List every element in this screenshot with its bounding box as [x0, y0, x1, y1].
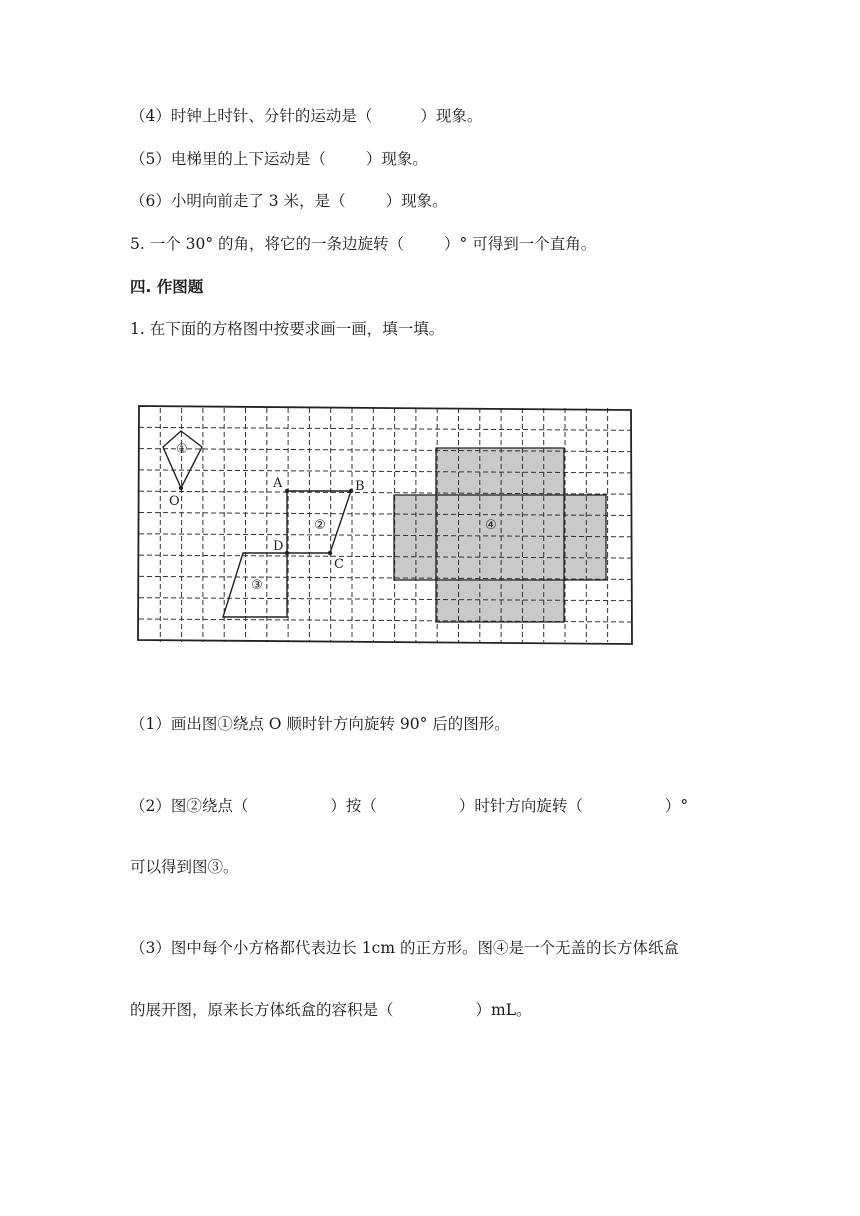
- point-o-dot: [179, 486, 183, 490]
- question-5-text: （5）电梯里的上下运动是（: [130, 150, 326, 168]
- task-1-text: 1. 在下面的方格图中按要求画一画，填一填。: [130, 320, 445, 338]
- point-c-dot: [328, 551, 332, 555]
- question-5-suffix: ）现象。: [365, 150, 428, 168]
- sub-question-2-text: ）按（: [330, 797, 377, 815]
- sub-question-2-text: ）°: [664, 797, 689, 815]
- sub-question-3-line1: （3）图中每个小方格都代表边长 1cm 的正方形。图④是一个无盖的长方体纸盒: [130, 939, 679, 957]
- item-5-suffix: ）° 可得到一个直角。: [444, 235, 597, 253]
- point-b-dot: [349, 489, 353, 493]
- sub-question-3-text: 的展开图，原来长方体纸盒的容积是（: [130, 1001, 394, 1019]
- sub-question-3-line2: [130, 999, 532, 1021]
- sub-question-2-line2: 可以得到图③。: [130, 858, 239, 876]
- item-5-text: 5. 一个 30° 的角，将它的一条边旋转（: [130, 235, 405, 253]
- sub-question-1: （1）画出图①绕点 O 顺时针方向旋转 90° 后的图形。: [130, 715, 510, 733]
- question-4: [130, 105, 482, 127]
- grid-figure: [130, 398, 635, 650]
- point-c-label: C: [334, 557, 344, 572]
- section-title: 四. 作图题: [130, 278, 204, 296]
- question-4-text: （4）时钟上时针、分针的运动是（: [130, 107, 373, 125]
- sub-question-2-text: （2）图②绕点（: [130, 797, 249, 815]
- point-o-label: O: [169, 494, 180, 509]
- point-a-label: A: [273, 476, 283, 491]
- sub-question-3-suffix: ）mL。: [475, 1001, 532, 1019]
- question-6-text: （6）小明向前走了 3 米，是（: [130, 192, 346, 210]
- item-5: [130, 233, 596, 255]
- question-6: [130, 190, 448, 212]
- question-4-suffix: ）现象。: [420, 107, 483, 125]
- point-a-dot: [285, 489, 289, 493]
- question-6-suffix: ）现象。: [385, 192, 448, 210]
- shape-2-label: ②: [314, 518, 326, 533]
- point-b-label: B: [355, 479, 365, 494]
- shape-1-label: ①: [176, 442, 188, 457]
- shape-4-label: ④: [485, 518, 497, 533]
- question-5: [130, 148, 428, 170]
- sub-question-2-text: ）时针方向旋转（: [458, 797, 583, 815]
- sub-question-2: [130, 795, 688, 817]
- shape-3-label: ③: [251, 578, 263, 593]
- point-d-label: D: [273, 539, 284, 554]
